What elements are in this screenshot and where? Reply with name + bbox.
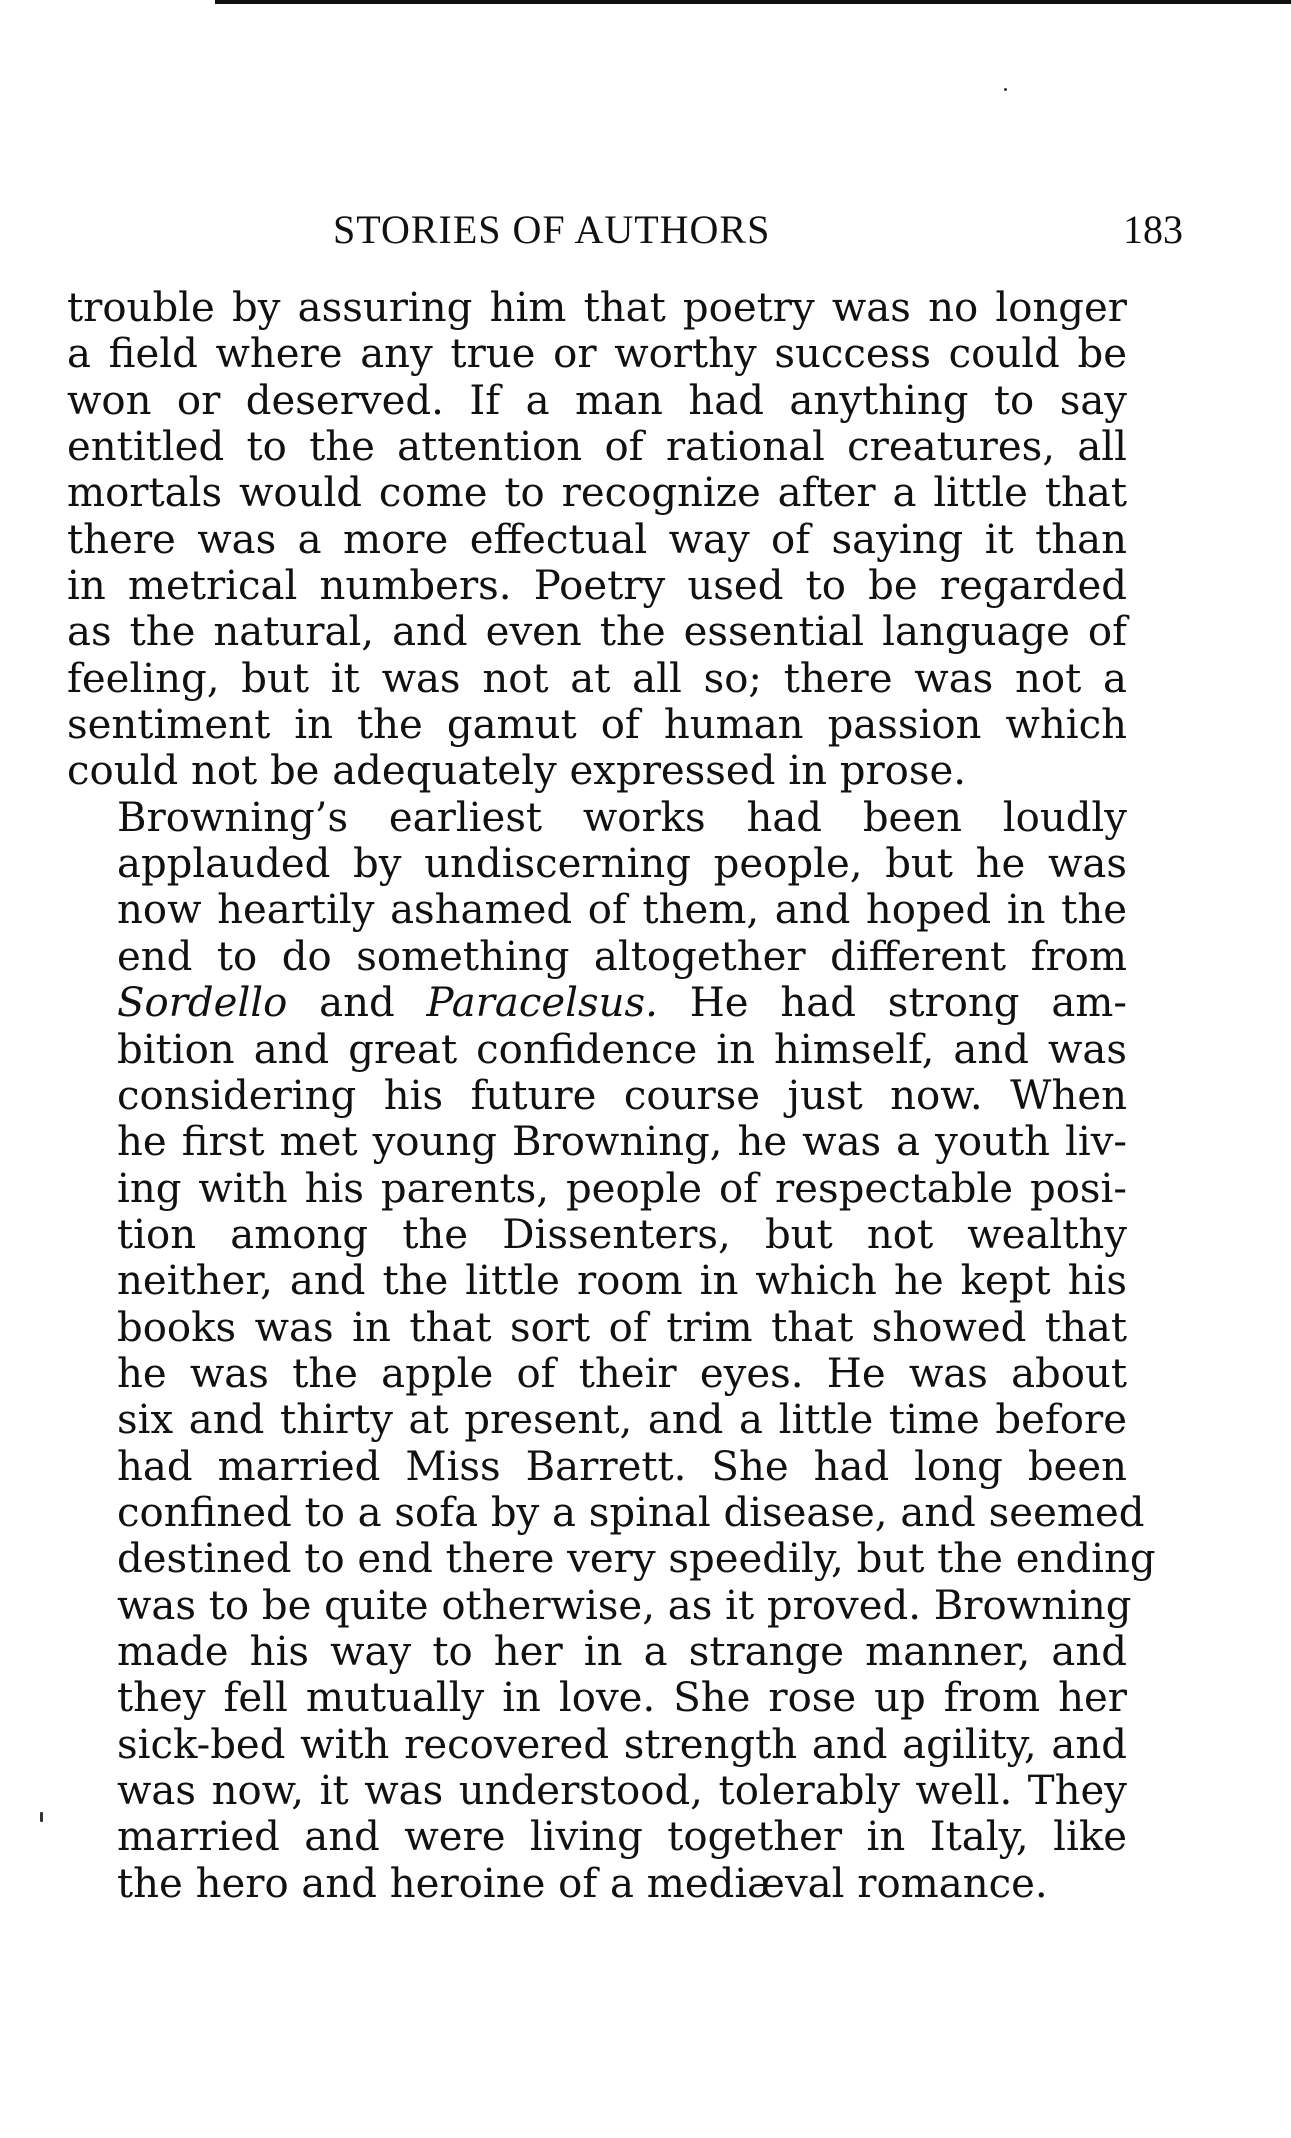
- text-line: a field where any true or worthy success could be: [67, 331, 1127, 378]
- text-line: destined to end there very speedily, but the ending: [117, 1536, 1156, 1583]
- page-number: 183: [1123, 207, 1183, 252]
- running-head: STORIES OF AUTHORS: [333, 207, 771, 252]
- text-fragment: and: [287, 980, 427, 1027]
- text-line: end to do something altogether different from: [117, 933, 1127, 980]
- text-line: was now, it was understood, tolerably well. They: [117, 1768, 1127, 1814]
- text-line: had married Miss Barrett. She had long been: [117, 1443, 1127, 1490]
- text-line: could not be adequately expressed in prose.: [67, 748, 967, 795]
- text-line: sentiment in the gamut of human passion which: [67, 702, 1127, 749]
- text-line: feeling, but it was not at all so; there was not a: [67, 655, 1127, 702]
- text-line: the hero and heroine of a mediæval romance.: [117, 1860, 1048, 1907]
- text-line: in metrical numbers. Poetry used to be regarded: [67, 563, 1127, 610]
- text-line: as the natural, and even the essential language of: [67, 609, 1127, 656]
- text-line: trouble by assuring him that poetry was no longer: [67, 285, 1127, 331]
- text-line-with-titles: [67, 980, 1127, 1026]
- text-line: confined to a sofa by a spinal disease, and seemed: [117, 1489, 1145, 1536]
- text-line: bition and great confidence in himself, and was: [117, 1026, 1127, 1073]
- ink-speck: [1004, 88, 1007, 91]
- top-rule: [215, 0, 1291, 4]
- text-line: mortals would come to recognize after a little that: [67, 470, 1127, 517]
- text-line: six and thirty at present, and a little time before: [117, 1397, 1127, 1444]
- text-line: sick-bed with recovered strength and agility, and: [117, 1721, 1127, 1768]
- paragraph-1: [67, 285, 1127, 795]
- text-line: won or deserved. If a man had anything to say: [67, 377, 1127, 424]
- body-text: [67, 285, 1156, 1907]
- text-line: married and were living together in Italy, like: [117, 1814, 1127, 1861]
- text-line: neither, and the little room in which he kept his: [117, 1258, 1127, 1305]
- text-line: Browning’s earliest works had been loudly: [117, 794, 1127, 841]
- text-line: considering his future course just now. When: [117, 1072, 1127, 1119]
- text-line: applauded by undiscerning people, but he was: [117, 841, 1127, 888]
- text-line: tion among the Dissenters, but not wealthy: [117, 1211, 1127, 1258]
- text-line: ing with his parents, people of respectable posi-: [117, 1165, 1127, 1212]
- book-title-sordello: Sordello: [117, 980, 288, 1027]
- text-line: now heartily ashamed of them, and hoped in the: [117, 887, 1127, 934]
- text-line: he first met young Browning, he was a youth liv-: [117, 1119, 1127, 1166]
- text-line: was to be quite otherwise, as it proved. Browning: [117, 1582, 1132, 1629]
- paragraph-2: [67, 794, 1156, 1907]
- text-line: made his way to her in a strange manner, and: [117, 1628, 1127, 1675]
- text-fragment: He had strong am-: [657, 980, 1127, 1027]
- text-line: there was a more effectual way of saying it than: [67, 516, 1127, 563]
- text-line: books was in that sort of trim that showed that: [117, 1304, 1127, 1351]
- text-line: he was the apple of their eyes. He was about: [117, 1350, 1127, 1397]
- text-line: entitled to the attention of rational creatures, all: [67, 424, 1127, 471]
- book-title-paracelsus: Paracelsus.: [426, 980, 658, 1027]
- ink-speck: [40, 1812, 43, 1822]
- text-line: they fell mutually in love. She rose up from her: [117, 1675, 1127, 1722]
